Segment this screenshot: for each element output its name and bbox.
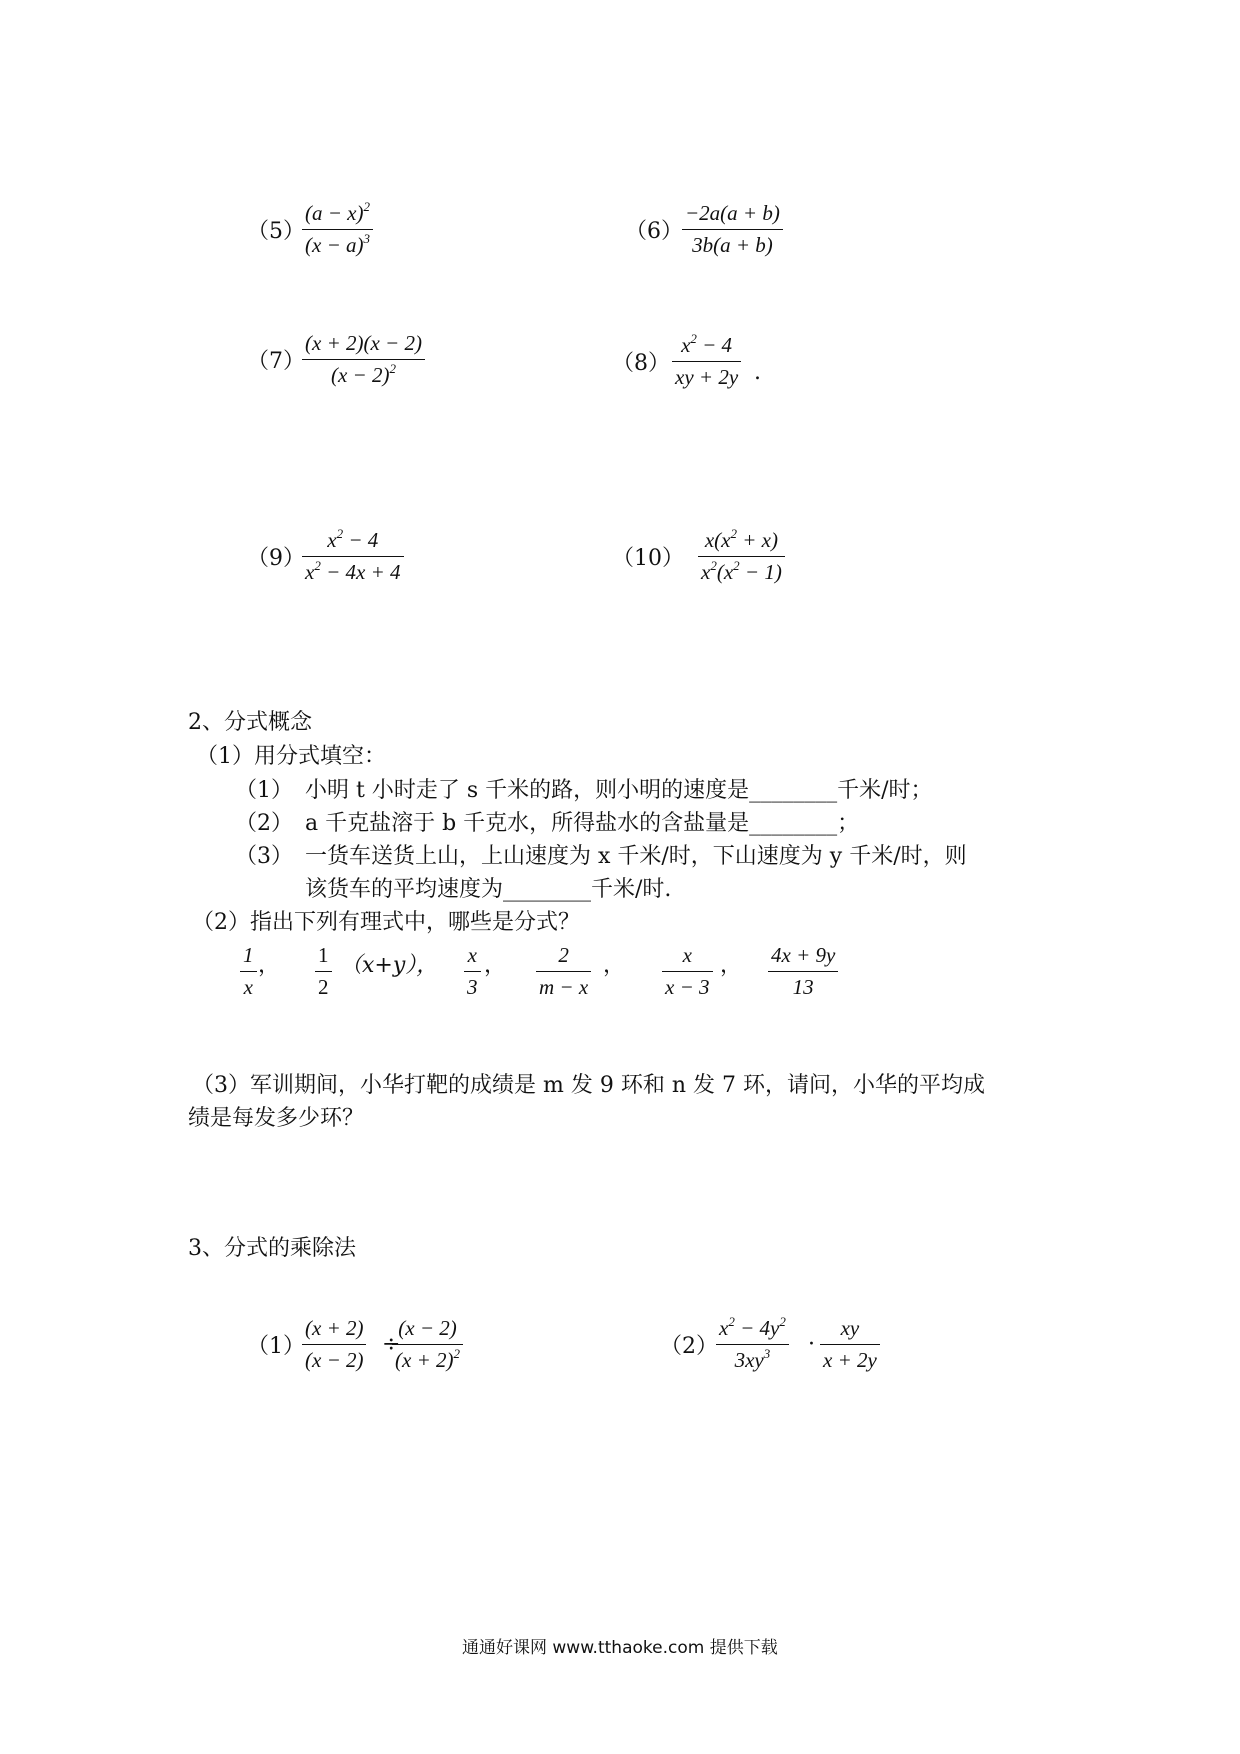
item-9-denominator: $x^2 - 4x + 4$: [302, 556, 404, 583]
s3-item-2-fraction-1: [716, 1314, 789, 1372]
q2-expr-5-suffix: ，: [720, 953, 743, 978]
s3-item-2-f2-den: x + 2y: [820, 1344, 880, 1371]
s3-item-1-f1-den: (x − 2): [302, 1344, 366, 1371]
q1-item-3-text: 一货车送货上山，上山速度为 x 千米/时，下山速度为 y 千米/时，则: [305, 844, 967, 869]
q1-item-1-label: （1）: [235, 778, 293, 803]
s3-item-2-f2-num: xy: [840, 1316, 860, 1340]
item-10-numerator: $x(x^2 + x)$: [704, 526, 778, 552]
s3-item-1-f2-num: (x − 2): [398, 1316, 457, 1340]
item-10-denominator: $x^2(x^2 - 1)$: [698, 556, 785, 583]
s3-item-1-fraction-2: [392, 1318, 463, 1371]
q2-expr-3: [464, 945, 481, 998]
footer-credit: 通通好课网 www.tthaoke.com 提供下载: [462, 1638, 778, 1658]
q2-expr-2-den: 2: [315, 971, 332, 998]
q2-expr-1-suffix: ，: [258, 953, 281, 978]
q2-expr-5-den: x − 3: [662, 971, 713, 998]
q2-expr-3-suffix: ，: [484, 953, 507, 978]
q1-item-2-text: a 千克盐溶于 b 千克水，所得盐水的含盐量是________；: [305, 811, 860, 836]
item-8-suffix: .: [754, 360, 761, 385]
s3-item-1-label: （1）: [247, 1334, 305, 1359]
q2-expr-4: [536, 945, 591, 998]
item-10-label: （10）: [612, 546, 684, 571]
s3-item-2-f1-num: $x^2 - 4y^2$: [719, 1314, 786, 1340]
q3-line-2: 绩是每发多少环？: [188, 1106, 365, 1131]
item-9-numerator: $x^2 - 4$: [327, 526, 379, 552]
q1-item-3-label: （3）: [235, 844, 293, 869]
s3-item-1-operator: ÷: [382, 1332, 401, 1357]
q2-expr-1-num: 1: [243, 943, 254, 967]
q3-line-1: （3）军训期间，小华打靶的成绩是 m 发 9 环和 n 发 7 环，请问，小华的平均成: [192, 1073, 985, 1098]
item-5-denominator: $(x - a)^3$: [302, 229, 373, 256]
item-9-fraction: [302, 526, 404, 584]
s3-item-2-label: （2）: [660, 1334, 718, 1359]
q2-expr-2: [315, 945, 332, 998]
item-8-denominator: xy + 2y: [672, 361, 741, 388]
item-8-label: （8）: [612, 351, 670, 376]
item-6-fraction: [682, 203, 783, 256]
q2-expr-3-num: x: [467, 943, 477, 967]
s3-item-2-fraction-2: [820, 1318, 880, 1371]
item-8-fraction: [672, 331, 741, 389]
q2-expr-1-den: x: [240, 971, 257, 998]
q2-expr-5: [662, 945, 713, 998]
q2-expr-6: [768, 945, 838, 998]
item-5-numerator: $(a - x)^2$: [305, 199, 370, 225]
item-7-numerator: (x + 2)(x − 2): [305, 331, 422, 355]
item-6-denominator: 3b(a + b): [682, 229, 783, 256]
item-7-denominator: $(x - 2)^2$: [302, 359, 425, 386]
item-5-label: （5）: [247, 219, 305, 244]
item-8-numerator: $x^2 - 4$: [681, 331, 733, 357]
s3-item-1-fraction-1: [302, 1318, 366, 1371]
q1-item-3-text-cont: 该货车的平均速度为________千米/时.: [305, 877, 672, 902]
q2-expr-6-num: 4x + 9y: [771, 943, 836, 967]
q2-expr-4-num: 2: [558, 943, 569, 967]
item-10-fraction: [698, 526, 785, 584]
item-7-label: （7）: [247, 349, 305, 374]
section-2-title: 2、分式概念: [188, 710, 312, 735]
section-3-title: 3、分式的乘除法: [188, 1236, 356, 1261]
item-6-label: （6）: [625, 219, 683, 244]
q2-title: （2）指出下列有理式中，哪些是分式？: [192, 910, 580, 935]
q2-expr-2-suffix: （x+y），: [340, 953, 439, 978]
item-6-numerator: −2a(a + b): [685, 201, 780, 225]
q1-item-1-text: 小明 t 小时走了 s 千米的路，则小明的速度是________千米/时；: [305, 778, 933, 803]
q2-expr-3-den: 3: [464, 971, 481, 998]
s3-item-2-operator: ·: [808, 1332, 815, 1357]
q2-expr-4-den: m − x: [536, 971, 591, 998]
item-5-fraction: [302, 199, 373, 257]
item-9-label: （9）: [247, 546, 305, 571]
q2-expr-1: [240, 945, 257, 998]
s3-item-2-f1-den: $3xy^3$: [716, 1344, 789, 1371]
item-7-fraction: [302, 333, 425, 386]
s3-item-1-f2-den: $(x + 2)^2$: [392, 1344, 463, 1371]
q2-expr-6-den: 13: [768, 971, 838, 998]
q2-expr-5-num: x: [682, 943, 692, 967]
q2-expr-2-num: 1: [318, 943, 329, 967]
q2-expr-4-suffix: ，: [603, 953, 626, 978]
s3-item-1-f1-num: (x + 2): [305, 1316, 364, 1340]
q1-title: （1）用分式填空：: [196, 744, 386, 769]
q1-item-2-label: （2）: [235, 811, 293, 836]
